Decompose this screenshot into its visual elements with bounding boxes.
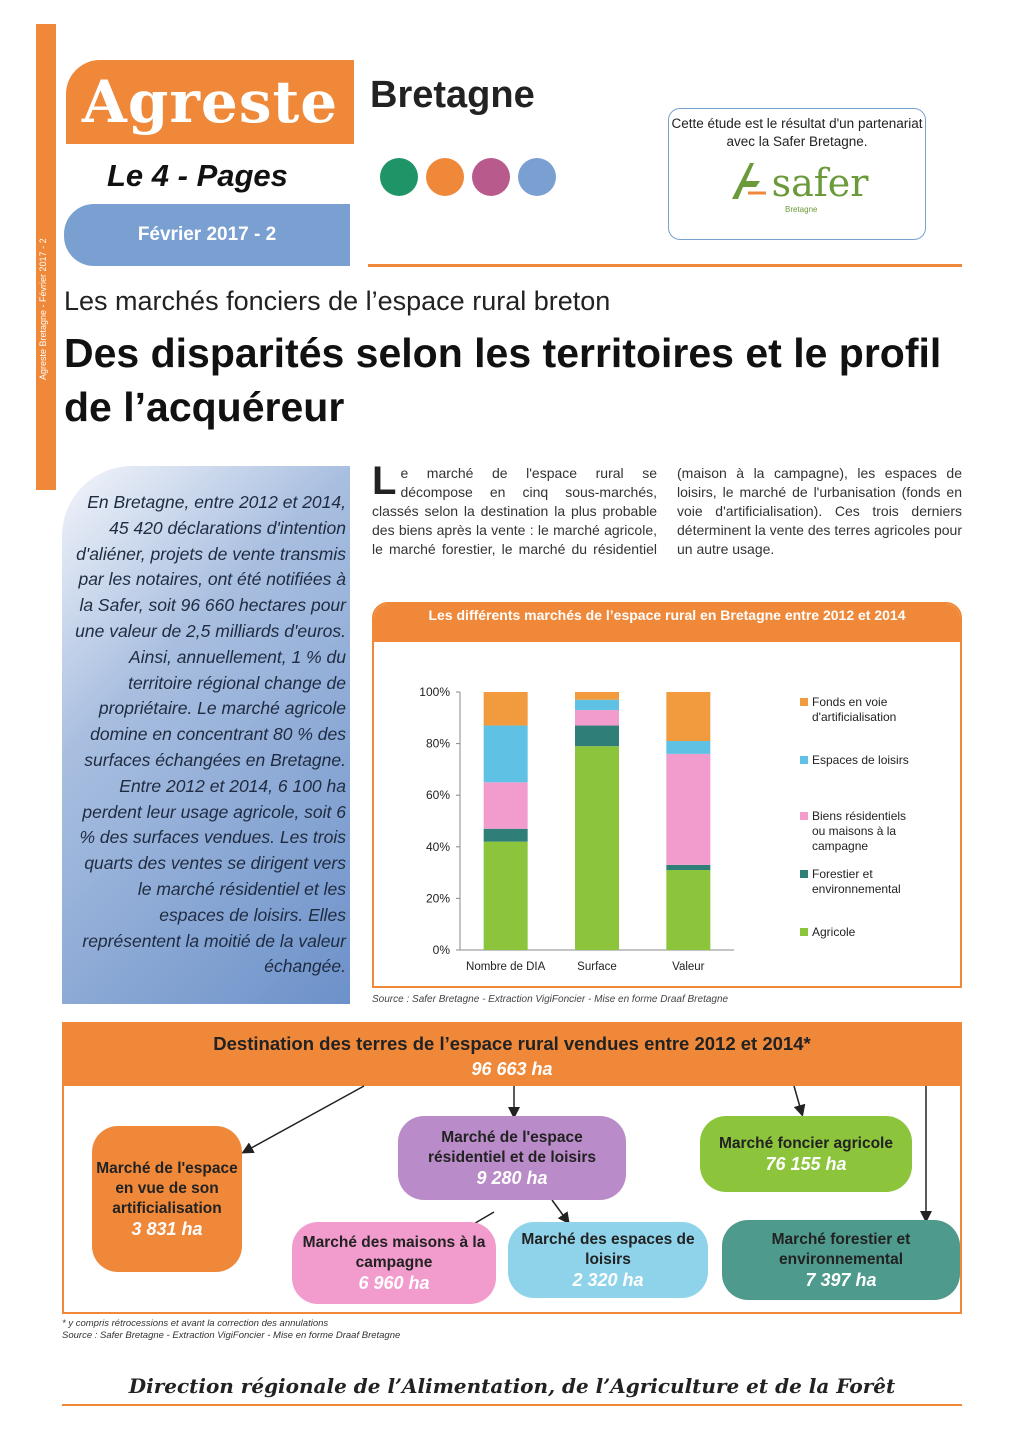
chart-source: Source : Safer Bretagne - Extraction VigiFoncier - Mise en forme Draaf Bretagne: [372, 994, 729, 1005]
node-loisirs-label: Marché des espaces de loisirs: [521, 1231, 695, 1268]
dot-orange: [426, 158, 464, 196]
bar-segment: [575, 726, 619, 747]
legend-swatch: [800, 756, 808, 764]
legend-swatch: [800, 870, 808, 878]
footnote-text: * y compris rétrocessions et avant la correction des annulations: [62, 1318, 329, 1329]
y-tick-label: 40%: [425, 839, 450, 854]
dot-green: [380, 158, 418, 196]
bar-segment: [575, 746, 619, 950]
summary-box: En Bretagne, entre 2012 et 2014, 45 420 déclarations d'intention d'aliéner, projets de vente transmis par les notaires, ont été notifiées à la Safer, soit 96 660 hectares pour une valeur de 2,5 milliards d'euros. Ainsi, annuellement, 1 % du territoire régional change de propriétaire. Le marché agricole domine en concentrant 80 % des surfaces échangées en Bretagne. Entre 2012 et 2014, 6 100 ha perdent leur usage agricole, soit 6 % des surfaces vendues. Les trois quarts des ventes se dirigent vers le marché résidentiel et les espaces de loisirs. Elles représentent la moitié de la valeur échangée.: [62, 466, 350, 1004]
region-title: Bretagne: [370, 74, 535, 116]
safer-sub: Bretagne: [785, 205, 818, 214]
header-rule: [368, 264, 962, 267]
legend-swatch: [800, 812, 808, 820]
node-artificialisation-value: 3 831 ha: [131, 1219, 203, 1239]
legend-label: Forestier et environnemental: [812, 867, 901, 896]
partner-text: Cette étude est le résultat d'un partenariat avec la Safer Bretagne.: [671, 116, 923, 149]
color-dots: [380, 158, 556, 196]
intro-text: [372, 459, 962, 559]
node-residentiel-value: 9 280 ha: [476, 1168, 548, 1188]
chart-panel: [372, 602, 962, 988]
article-kicker: Les marchés fonciers de l’espace rural breton: [64, 286, 611, 316]
legend-swatch: [800, 928, 808, 936]
destination-source: Source : Safer Bretagne - Extraction VigiFoncier - Mise en forme Draaf Bretagne: [62, 1330, 401, 1341]
partner-box: [668, 108, 926, 240]
y-tick-label: 80%: [425, 736, 450, 751]
bar-segment: [484, 726, 528, 783]
bar-segment: [484, 692, 528, 726]
node-artificialisation-label: Marché de l'espace en vue de son artificialisation: [96, 1160, 238, 1217]
bar-segment: [575, 700, 619, 710]
node-loisirs-value: 2 320 ha: [572, 1270, 644, 1290]
bar-segment: [666, 754, 710, 865]
safer-a-icon: [726, 159, 770, 203]
node-artificialisation: [92, 1126, 242, 1272]
article-headline: Des disparités selon les territoires et le profil de l’acquéreur: [64, 330, 942, 430]
x-tick-label: Nombre de DIA: [466, 961, 546, 973]
issue-date: Février 2017 - 2: [64, 204, 350, 266]
node-espaces-loisirs: [508, 1222, 708, 1298]
footer-rule: [62, 1404, 962, 1406]
intro-body: e marché de l'espace rural se décompose en cinq sous-marchés, classés selon la destination la plus probable des biens après la vente : le marché agricole, le marché forestier, le marché du résidentiel (maison à la campagne), les espaces de loisirs, le marché de l'urbanisation (fonds en voie d'artificialisation). Ces trois derniers déterminent la vente des terres agricoles pour un autre usage.: [372, 465, 962, 557]
y-tick-label: 60%: [425, 788, 450, 803]
agreste-logo: Agreste: [66, 60, 354, 144]
node-forestier-label: Marché forestier et environnemental: [771, 1231, 911, 1268]
stacked-bar-chart: [374, 604, 960, 986]
destination-title: Destination des terres de l’espace rural vendues entre 2012 et 2014*: [213, 1033, 811, 1054]
x-tick-label: Surface: [577, 961, 617, 973]
node-residentiel-loisirs: [398, 1116, 626, 1200]
legend-swatch: [800, 698, 808, 706]
destination-total: 96 663 ha: [471, 1059, 553, 1079]
bar-segment: [666, 870, 710, 950]
chart-title: Les différents marchés de l’espace rural en Bretagne entre 2012 et 2014: [374, 604, 960, 642]
bar-segment: [575, 710, 619, 725]
node-forestier: [722, 1220, 960, 1300]
bar-segment: [666, 692, 710, 741]
dot-purple: [472, 158, 510, 196]
safer-word: safer: [771, 161, 869, 205]
node-residentiel-label: Marché de l'espace résidentiel et de loisirs: [428, 1129, 596, 1166]
legend-label: Espaces de loisirs: [812, 753, 909, 767]
side-band-text: Agreste Bretagne - Février 2017 - 2: [38, 238, 48, 380]
node-agricole: [700, 1116, 912, 1192]
arrow-to-artificialisation: [244, 1086, 364, 1152]
y-tick-label: 0%: [432, 943, 450, 957]
legend-label: Fonds en voie d'artificialisation: [812, 695, 897, 724]
node-maisons-label: Marché des maisons à la campagne: [302, 1234, 486, 1271]
bar-segment: [484, 842, 528, 950]
arrow-to-agricole: [794, 1086, 802, 1114]
bar-segment: [484, 829, 528, 842]
dot-blue: [518, 158, 556, 196]
bar-segment: [666, 865, 710, 870]
safer-logo: [669, 159, 925, 203]
series-title: Le 4 - Pages: [107, 158, 288, 193]
node-agricole-value: 76 155 ha: [765, 1154, 847, 1174]
legend-label: Biens résidentiels ou maisons à la campagne: [812, 809, 907, 853]
node-forestier-value: 7 397 ha: [805, 1270, 877, 1290]
arrow-to-loisirs: [552, 1200, 568, 1222]
node-agricole-label: Marché foncier agricole: [718, 1135, 893, 1152]
footnote: [62, 1318, 400, 1342]
x-tick-label: Valeur: [672, 961, 705, 973]
bar-segment: [666, 741, 710, 754]
node-maisons-value: 6 960 ha: [358, 1273, 430, 1293]
legend-label: Agricole: [812, 925, 856, 939]
bar-segment: [484, 782, 528, 828]
footer-direction: Direction régionale de l’Alimentation, de l’Agriculture et de la Forêt: [128, 1374, 896, 1398]
y-tick-label: 100%: [419, 685, 450, 699]
intro-dropcap: L: [372, 459, 397, 503]
node-maisons-campagne: [292, 1222, 496, 1304]
bar-segment: [575, 692, 619, 700]
y-tick-label: 20%: [425, 891, 450, 906]
